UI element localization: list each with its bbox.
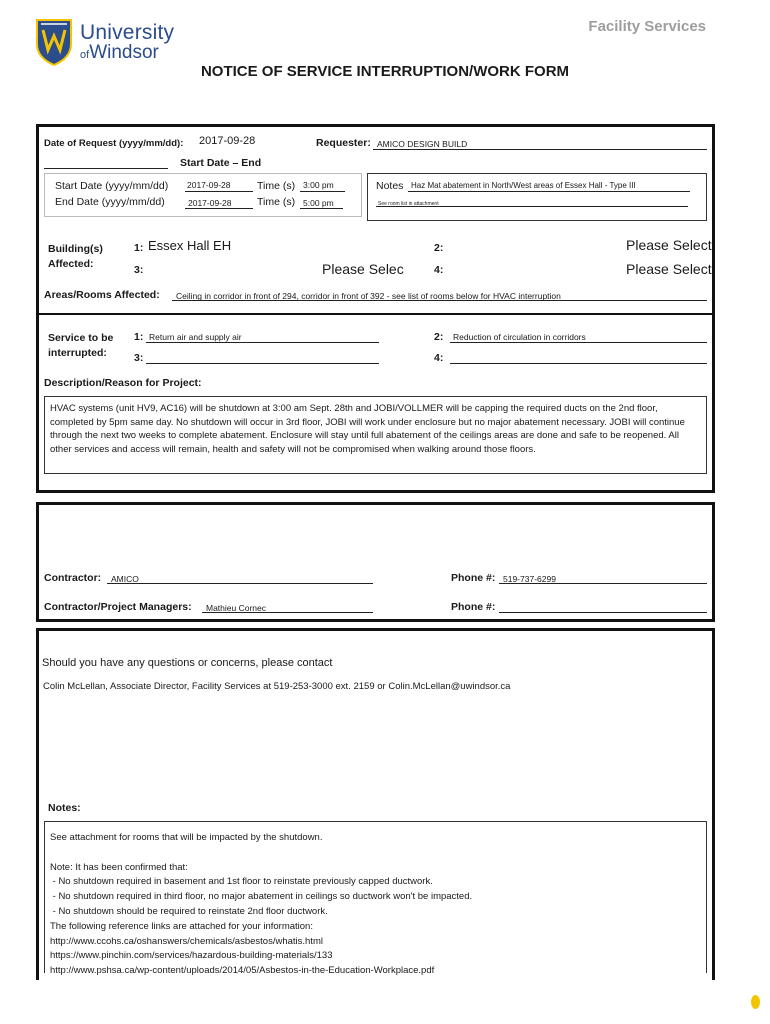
requester-value[interactable]: AMICO DESIGN BUILD: [377, 139, 468, 149]
university-shield-logo: [35, 18, 73, 66]
service-label-2: interrupted:: [48, 347, 107, 359]
end-time-label: Time (s): [257, 196, 296, 208]
service-1-underline: [146, 342, 379, 343]
date-underline-left: [44, 168, 168, 169]
start-time-underline: [300, 191, 345, 192]
project-managers-label: Contractor/Project Managers:: [44, 601, 192, 613]
start-date-underline: [185, 191, 253, 192]
building-2-num: 2:: [434, 242, 444, 254]
areas-label: Areas/Rooms Affected:: [44, 289, 160, 301]
request-notes-label: Notes: [376, 180, 404, 192]
description-text[interactable]: HVAC systems (unit HV9, AC16) will be shutdown at 3:00 am Sept. 28th and JOBI/VOLLMER will be capping the required ducts on the 2nd floor, completed by 5pm same day. No shutdown will occur in 3rd floor, JOBI will work under enclosure but no major abatement necessary. JOBI will continue through the next two weeks to complete abatement. Enclosure will stay until full abatement of the ceilings areas are done and safe to be reopened. All other services and access will remain, health and safety will not be compromised when walking around those floors.: [50, 403, 685, 455]
phone-label: Phone #:: [451, 572, 496, 584]
building-1-select[interactable]: Essex Hall EH: [148, 238, 232, 253]
contact-details: Colin McLellan, Associate Director, Facility Services at 519-253-3000 ext. 2159 or Colin.McLellan@uwindsor.ca: [43, 681, 511, 692]
service-2-underline: [450, 342, 707, 343]
project-managers-value[interactable]: Mathieu Cornec: [206, 603, 267, 613]
request-notes-value-2[interactable]: See room list in attachment: [378, 201, 439, 207]
requester-underline: [373, 149, 707, 150]
contact-intro: Should you have any questions or concerns, please contact: [42, 657, 333, 669]
start-date-value[interactable]: 2017-09-28: [187, 180, 231, 190]
service-3-underline[interactable]: [146, 363, 379, 364]
notes-line: The following reference links are attached for your information:: [50, 920, 313, 932]
notes-line: [50, 846, 700, 861]
notes-line: Note: It has been confirmed that:: [50, 861, 188, 873]
buildings-label: Building(s): [48, 243, 103, 255]
areas-value[interactable]: Ceiling in corridor in front of 294, corridor in front of 392 - see list of rooms below for HVAC interruption: [176, 291, 561, 301]
logo-university-text: University: [80, 21, 175, 44]
phone-2-underline[interactable]: [499, 612, 707, 613]
requester-label: Requester:: [316, 137, 371, 149]
phone-value[interactable]: 519-737-6299: [503, 574, 556, 584]
notes-link[interactable]: https://www.pinchin.com/services/hazardous-building-materials/133: [50, 950, 333, 962]
notes-lines[interactable]: [50, 831, 700, 979]
notes-line: See attachment for rooms that will be impacted by the shutdown.: [50, 832, 323, 843]
service-4-underline[interactable]: [450, 363, 707, 364]
service-2-value[interactable]: Reduction of circulation in corridors: [453, 332, 586, 342]
notes-box: [44, 821, 707, 977]
areas-divider: [38, 313, 713, 315]
end-time-value[interactable]: 5:00 pm: [303, 198, 334, 208]
building-2-select[interactable]: Please Select: [626, 237, 712, 253]
service-3-num: 3:: [134, 352, 144, 364]
building-3-num: 3:: [134, 264, 144, 276]
notes-link[interactable]: http://www.ccohs.ca/oshanswers/chemicals/asbestos/whatis.html: [50, 935, 323, 947]
page-indicator-dot: [751, 995, 760, 1009]
notes-line: - No shutdown required in third floor, no major abatement in ceilings so ductwork won't be impacted.: [50, 891, 473, 903]
phone-2-label: Phone #:: [451, 601, 496, 613]
building-3-select[interactable]: Please Selec: [322, 261, 404, 277]
building-4-num: 4:: [434, 264, 444, 276]
date-of-request-label: Date of Request (yyyy/mm/dd):: [44, 138, 184, 149]
start-time-label: Time (s): [257, 180, 296, 192]
form-title: NOTICE OF SERVICE INTERRUPTION/WORK FORM: [200, 63, 570, 80]
request-notes-value[interactable]: Haz Mat abatement in North/West areas of Essex Hall - Type III: [411, 181, 636, 190]
contractor-label: Contractor:: [44, 572, 102, 584]
logo-windsor-text: ofWindsor: [80, 42, 159, 63]
buildings-label-2: Affected:: [48, 258, 94, 270]
service-1-value[interactable]: Return air and supply air: [149, 332, 242, 342]
phone-underline: [499, 583, 707, 584]
notes-link[interactable]: http://www.pshsa.ca/wp-content/uploads/2014/05/Asbestos-in-the-Education-Workplace.pdf: [50, 965, 435, 977]
department-name: Facility Services: [588, 18, 706, 35]
building-1-num: 1:: [134, 242, 144, 254]
service-1-num: 1:: [134, 331, 144, 343]
building-4-select[interactable]: Please Select: [626, 261, 712, 277]
end-time-underline: [300, 208, 343, 209]
contractor-value[interactable]: AMICO: [111, 574, 139, 584]
start-time-value[interactable]: 3:00 pm: [303, 180, 334, 190]
contractor-underline: [107, 583, 373, 584]
notes-line: - No shutdown should be required to reinstate 2nd floor ductwork.: [50, 905, 328, 917]
start-end-label: Start Date – End: [180, 157, 262, 169]
request-notes-underline-2: [376, 206, 688, 207]
service-2-num: 2:: [434, 331, 444, 343]
end-date-label: End Date (yyyy/mm/dd): [55, 196, 165, 208]
service-4-num: 4:: [434, 352, 444, 364]
end-date-value[interactable]: 2017-09-28: [188, 198, 232, 208]
end-date-underline: [185, 208, 253, 209]
notes-label: Notes:: [48, 802, 81, 814]
start-date-label: Start Date (yyyy/mm/dd): [55, 180, 169, 192]
description-label: Description/Reason for Project:: [44, 377, 202, 389]
notes-line: - No shutdown required in basement and 1st floor to reinstate previously capped ductwork.: [50, 876, 433, 888]
areas-underline: [172, 300, 707, 301]
project-managers-underline: [202, 612, 373, 613]
service-label: Service to be: [48, 332, 114, 344]
date-of-request-value[interactable]: 2017-09-28: [199, 135, 256, 147]
request-notes-underline: [408, 191, 690, 192]
